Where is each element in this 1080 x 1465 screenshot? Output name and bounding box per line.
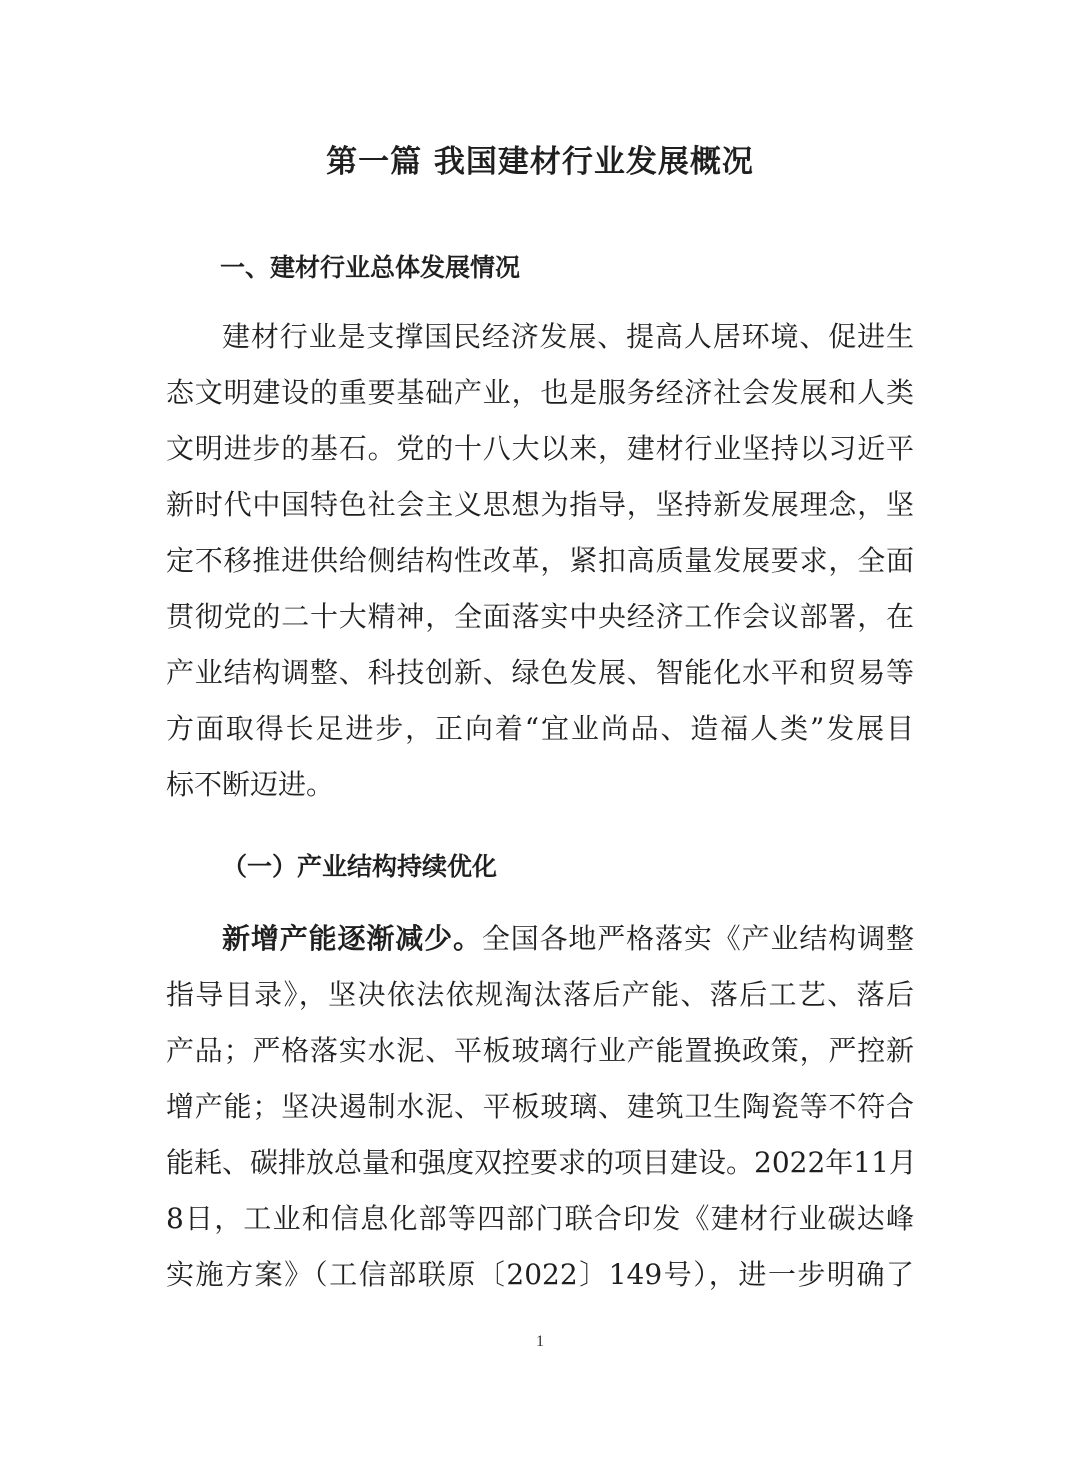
paragraph-lead: 新增产能逐渐减少。 — [222, 922, 482, 955]
paragraph-line: 文明进步的基石。党的十八大以来，建材行业坚持以习近平 — [166, 432, 914, 465]
paragraph-line: 8日，工业和信息化部等四部门联合印发《建材行业碳达峰 — [166, 1202, 914, 1235]
paragraph-line-text: 全国各地严格落实《产业结构调整 — [481, 922, 914, 955]
paragraph-line: 增产能；坚决遏制水泥、平板玻璃、建筑卫生陶瓷等不符合 — [166, 1090, 914, 1123]
paragraph-line: 实施方案》（工信部联原〔2022〕149号），进一步明确了 — [166, 1258, 914, 1291]
paragraph-line: 态文明建设的重要基础产业，也是服务经济社会发展和人类 — [166, 376, 914, 409]
subsection-heading: （一）产业结构持续优化 — [222, 852, 498, 881]
paragraph-line: 新时代中国特色社会主义思想为指导，坚持新发展理念，坚 — [166, 488, 914, 521]
document-title: 第一篇 我国建材行业发展概况 — [326, 144, 754, 180]
paragraph-line: 指导目录》，坚决依法依规淘汰落后产能、落后工艺、落后 — [166, 978, 914, 1011]
paragraph-line: 方面取得长足进步，正向着“宜业尚品、造福人类”发展目 — [166, 712, 914, 745]
paragraph-line — [222, 922, 914, 956]
paragraph-line: 标不断迈进。 — [166, 768, 335, 801]
paragraph-line: 贯彻党的二十大精神，全面落实中央经济工作会议部署，在 — [166, 600, 914, 633]
paragraph-line: 定不移推进供给侧结构性改革，紧扣高质量发展要求，全面 — [166, 544, 914, 577]
paragraph-line: 能耗、碳排放总量和强度双控要求的项目建设。2022年11月 — [166, 1146, 917, 1179]
paragraph-line: 建材行业是支撑国民经济发展、提高人居环境、促进生 — [222, 320, 914, 353]
section-heading: 一、建材行业总体发展情况 — [220, 253, 521, 282]
paragraph-line: 产品；严格落实水泥、平板玻璃行业产能置换政策，严控新 — [166, 1034, 914, 1067]
page-number: 1 — [536, 1333, 544, 1350]
paragraph-line: 产业结构调整、科技创新、绿色发展、智能化水平和贸易等 — [166, 656, 914, 689]
